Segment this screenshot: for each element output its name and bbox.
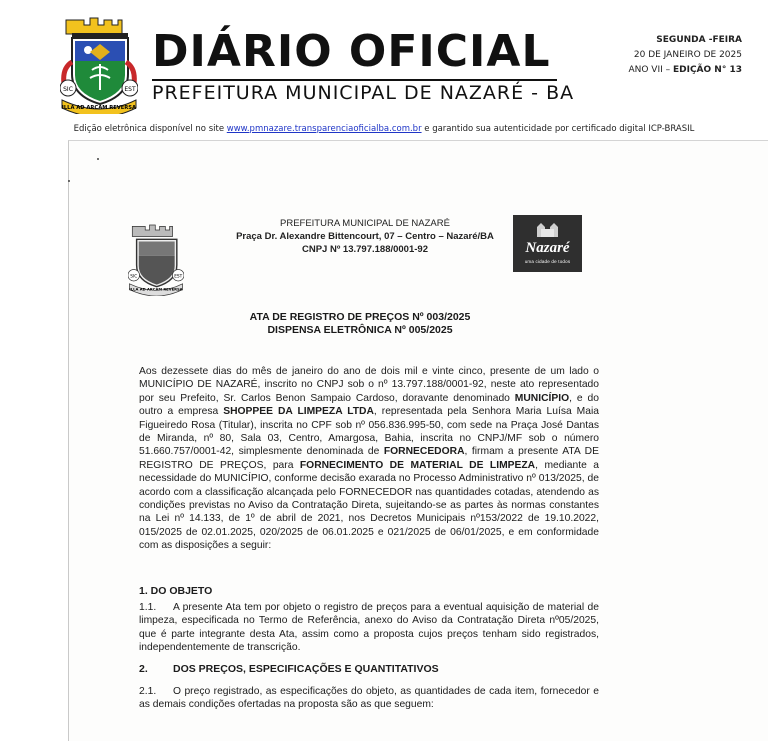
issue-info — [628, 33, 742, 78]
crest-motto: ILLA AD ARCAM REVERSA — [61, 105, 137, 111]
issue-date: 20 DE JANEIRO DE 2025 — [633, 50, 742, 60]
issue-weekday: SEGUNDA -FEIRA — [656, 35, 742, 45]
document-letterhead — [230, 217, 500, 256]
svg-text:SIC: SIC — [63, 86, 73, 93]
section-heading-objeto: 1. DO OBJETO — [139, 585, 213, 597]
municipal-coat-of-arms-icon — [60, 14, 138, 114]
section-heading-precos: 2. DOS PREÇOS, ESPECIFICAÇÕES E QUANTITATIVOS — [139, 663, 439, 675]
newspaper-title: DIÁRIO OFICIAL — [152, 26, 551, 77]
title-divider — [152, 79, 557, 81]
issue-edition: ANO VII – EDIÇÃO N° 13 — [628, 65, 742, 75]
logo-name: Nazaré — [525, 240, 570, 256]
authenticity-notice: Edição eletrônica disponível no site www.pmnazare.transparenciaoficialba.com.br e garantido sua autenticidade por certificado digital ICP-BRASIL — [73, 124, 695, 134]
document-title: ATA DE REGISTRO DE PREÇOS Nº 003/2025 DISPENSA ELETRÔNICA Nº 005/2025 — [249, 311, 471, 336]
scan-speck — [68, 180, 70, 182]
letterhead-cnpj: CNPJ Nº 13.797.188/0001-92 — [301, 244, 428, 255]
scan-speck — [97, 158, 99, 160]
letterhead-org: PREFEITURA MUNICIPAL DE NAZARÉ — [280, 218, 450, 229]
clause-2-1: 2.1. O preço registrado, as especificações do objeto, as quantidades de cada item, fornecedor e as demais condições ofertadas na proposta são as que seguem: — [139, 686, 599, 711]
svg-text:ILLA AD ARCAM REVERSA: ILLA AD ARCAM REVERSA — [129, 287, 183, 292]
clause-1-1: 1.1. A presente Ata tem por objeto o registro de preços para a eventual aquisição de material de limpeza, especificada no Termo de Referência, anexo do Aviso da Contratação Direta nº05/2025, que é parte integrante desta Ata, assim como a proposta cujos preços tenham sido registrados, independentemente de transcrição. — [139, 602, 599, 654]
preamble-paragraph: Aos dezessete dias do mês de janeiro do ano de dois mil e vinte cinco, presente de um lado o MUNICÍPIO DE NAZARÉ, inscrito no CNPJ sob o nº 13.797.188/0001-92, neste ato representado por seu Prefeito, Sr. Carlos Benon Sampaio Cardoso, doravante denominado MUNICÍPIO, e do outro a empresa SHOPPEE DA LIMPEZA LTDA, representada pela Senhora Maria Luísa Maia Figueiredo Rosa (Titular), inscrita no CPF sob nº 056.836.995-50, com sede na Praça José Dantas de Miranda, nº 80, Sala 03, Centro, Amargosa, Bahia, inscrita no CNPJ/MF sob o número 51.660.757/0001-42, simplesmente denominada de FORNECEDORA, firmam a presente ATA DE REGISTRO DE PREÇOS, para FORNECIMENTO DE MATERIAL DE LIMPEZA, mediante a necessidade do MUNICÍPIO, conforme decisão exarada no Processo Administrativo nº 013/2025, de acordo com a classificação alcançada pelo FORNECEDOR nas quantidades cotadas, atendendo as condições previstas no Aviso da Contratação Direta, sujeitando-se as partes às normas constantes na Lei nº 14.133, de 1º de abril de 2021, nos Decretos Municipais nº153/2022 de 19.10.2022, 015/2025 de 02.01.2025, 020/2025 de 06.01.2025 e 021/2025 de 06/01/2025, e em conformidade com as disposições a seguir: — [139, 366, 599, 552]
svg-text:SIC: SIC — [130, 274, 138, 280]
letterhead-address: Praça Dr. Alexandre Bittencourt, 07 – Centro – Nazaré/BA — [236, 231, 494, 242]
newspaper-subtitle: PREFEITURA MUNICIPAL DE NAZARÉ - BA — [152, 82, 575, 104]
svg-text:EST: EST — [124, 86, 136, 93]
logo-tagline: uma cidade de todos — [524, 259, 571, 264]
svg-text:EST: EST — [174, 274, 183, 280]
document-coat-of-arms-icon — [128, 220, 184, 296]
nazare-logo-icon — [513, 215, 582, 272]
portal-link[interactable]: www.pmnazare.transparenciaoficialba.com.br — [226, 124, 422, 134]
